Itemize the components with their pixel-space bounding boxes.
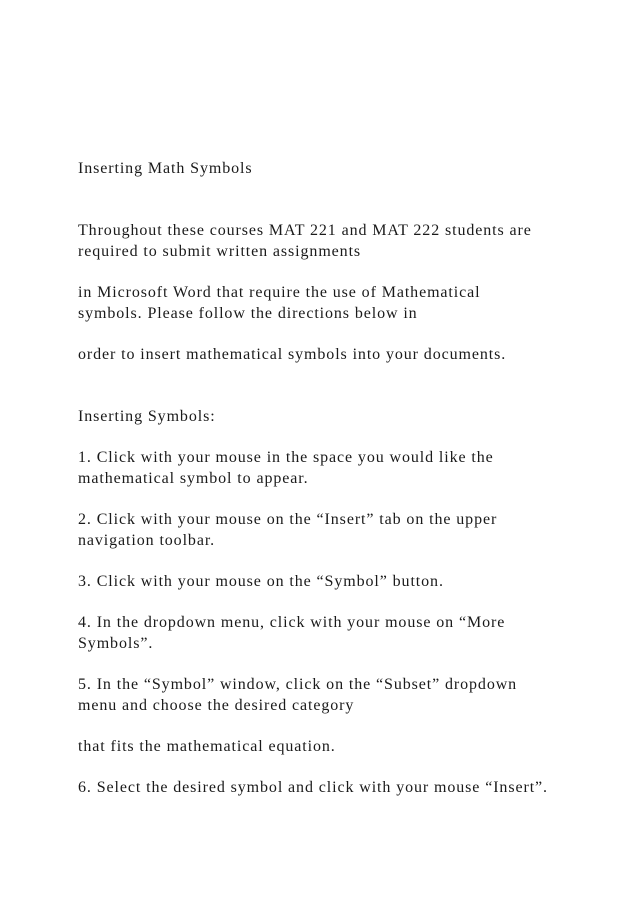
step-line: 3. Click with your mouse on the “Symbol” button.: [78, 573, 444, 590]
step-line: mathematical symbol to appear.: [78, 470, 309, 487]
intro-line: symbols. Please follow the directions below in: [78, 305, 418, 322]
intro-line: Throughout these courses MAT 221 and MAT 222 students are: [78, 222, 532, 239]
step-line: 6. Select the desired symbol and click with your mouse “Insert”.: [78, 779, 548, 796]
step-line: menu and choose the desired category: [78, 697, 355, 714]
step-line: 1. Click with your mouse in the space you would like the: [78, 449, 494, 466]
section-heading: Inserting Symbols:: [78, 408, 216, 425]
step-line: that fits the mathematical equation.: [78, 738, 336, 755]
intro-line: required to submit written assignments: [78, 243, 362, 260]
step-line: navigation toolbar.: [78, 532, 216, 549]
document-title: Inserting Math Symbols: [78, 160, 253, 177]
step-line: 5. In the “Symbol” window, click on the “Subset” dropdown: [78, 676, 518, 693]
step-line: 4. In the dropdown menu, click with your mouse on “More: [78, 614, 506, 631]
step-line: Symbols”.: [78, 635, 154, 652]
intro-line: order to insert mathematical symbols into your documents.: [78, 346, 507, 363]
step-line: 2. Click with your mouse on the “Insert” tab on the upper: [78, 511, 498, 528]
intro-line: in Microsoft Word that require the use of Mathematical: [78, 284, 481, 301]
